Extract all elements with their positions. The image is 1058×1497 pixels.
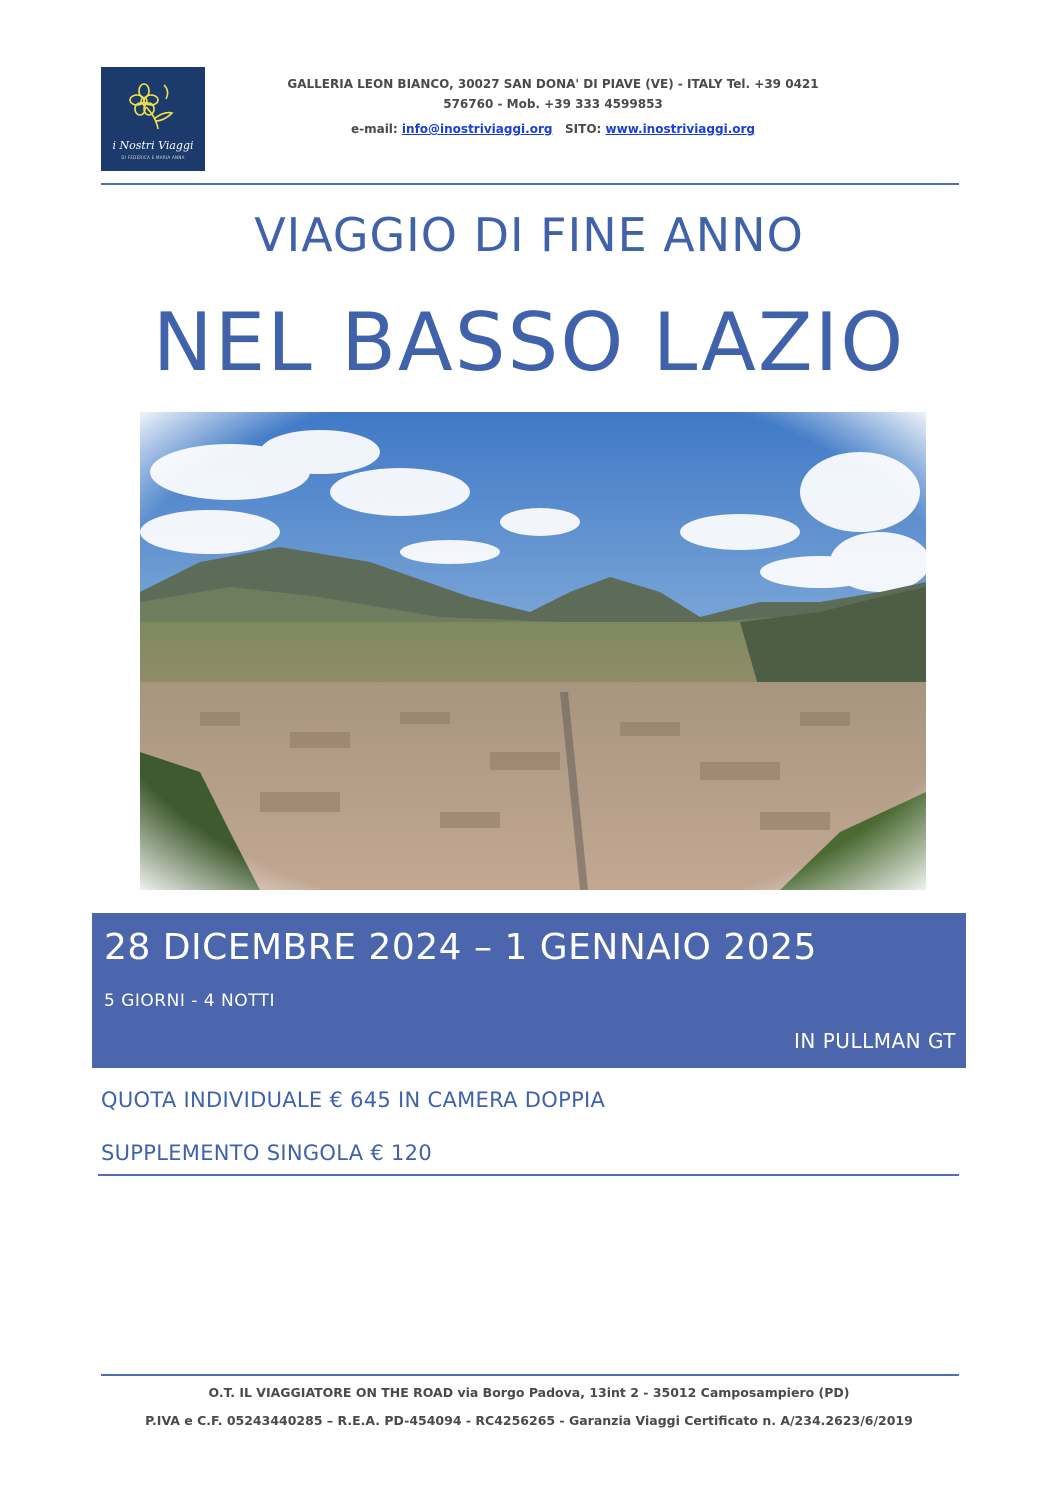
trip-duration: 5 GIORNI - 4 NOTTI [104,991,276,1011]
price-supplement: SUPPLEMENTO SINGOLA € 120 [101,1141,433,1165]
page-subtitle: VIAGGIO DI FINE ANNO [254,208,804,262]
brand-tagline: DI FEDERICA E MARIA ANNA [121,155,185,160]
landscape-photo [140,412,926,890]
footer-legal: P.IVA e C.F. 05243440285 – R.E.A. PD-454094 - RC4256265 - Garanzia Viaggi Certificato n. A/234.2623/6/2019 [145,1413,913,1428]
email-label: e-mail: [350,122,398,136]
pricing-divider [98,1174,959,1176]
contact-address: GALLERIA LEON BIANCO, 30027 SAN DONA' DI PIAVE (VE) - ITALY Tel. +39 0421 [287,77,819,91]
trip-dates: 28 DICEMBRE 2024 – 1 GENNAIO 2025 [104,927,817,968]
site-link[interactable]: www.inostriviaggi.org [605,122,756,136]
dates-banner [92,913,966,1068]
contact-links [210,122,896,136]
logo [101,67,205,171]
footer-divider [101,1374,959,1376]
price-quota: QUOTA INDIVIDUALE € 645 IN CAMERA DOPPIA [101,1088,606,1112]
header-contact [210,74,896,114]
flower-icon [128,81,178,131]
footer-operator: O.T. IL VIAGGIATORE ON THE ROAD via Borgo Padova, 13int 2 - 35012 Camposampiero (PD) [208,1385,850,1400]
header-divider [101,183,959,185]
brand-name: i Nostri Viaggi [112,139,194,152]
email-link[interactable]: info@inostriviaggi.org [401,122,553,136]
trip-transport: IN PULLMAN GT [794,1029,956,1053]
site-label: SITO: [565,122,602,136]
page-title: NEL BASSO LAZIO [152,296,906,389]
contact-phone: 576760 - Mob. +39 333 4599853 [443,97,663,111]
